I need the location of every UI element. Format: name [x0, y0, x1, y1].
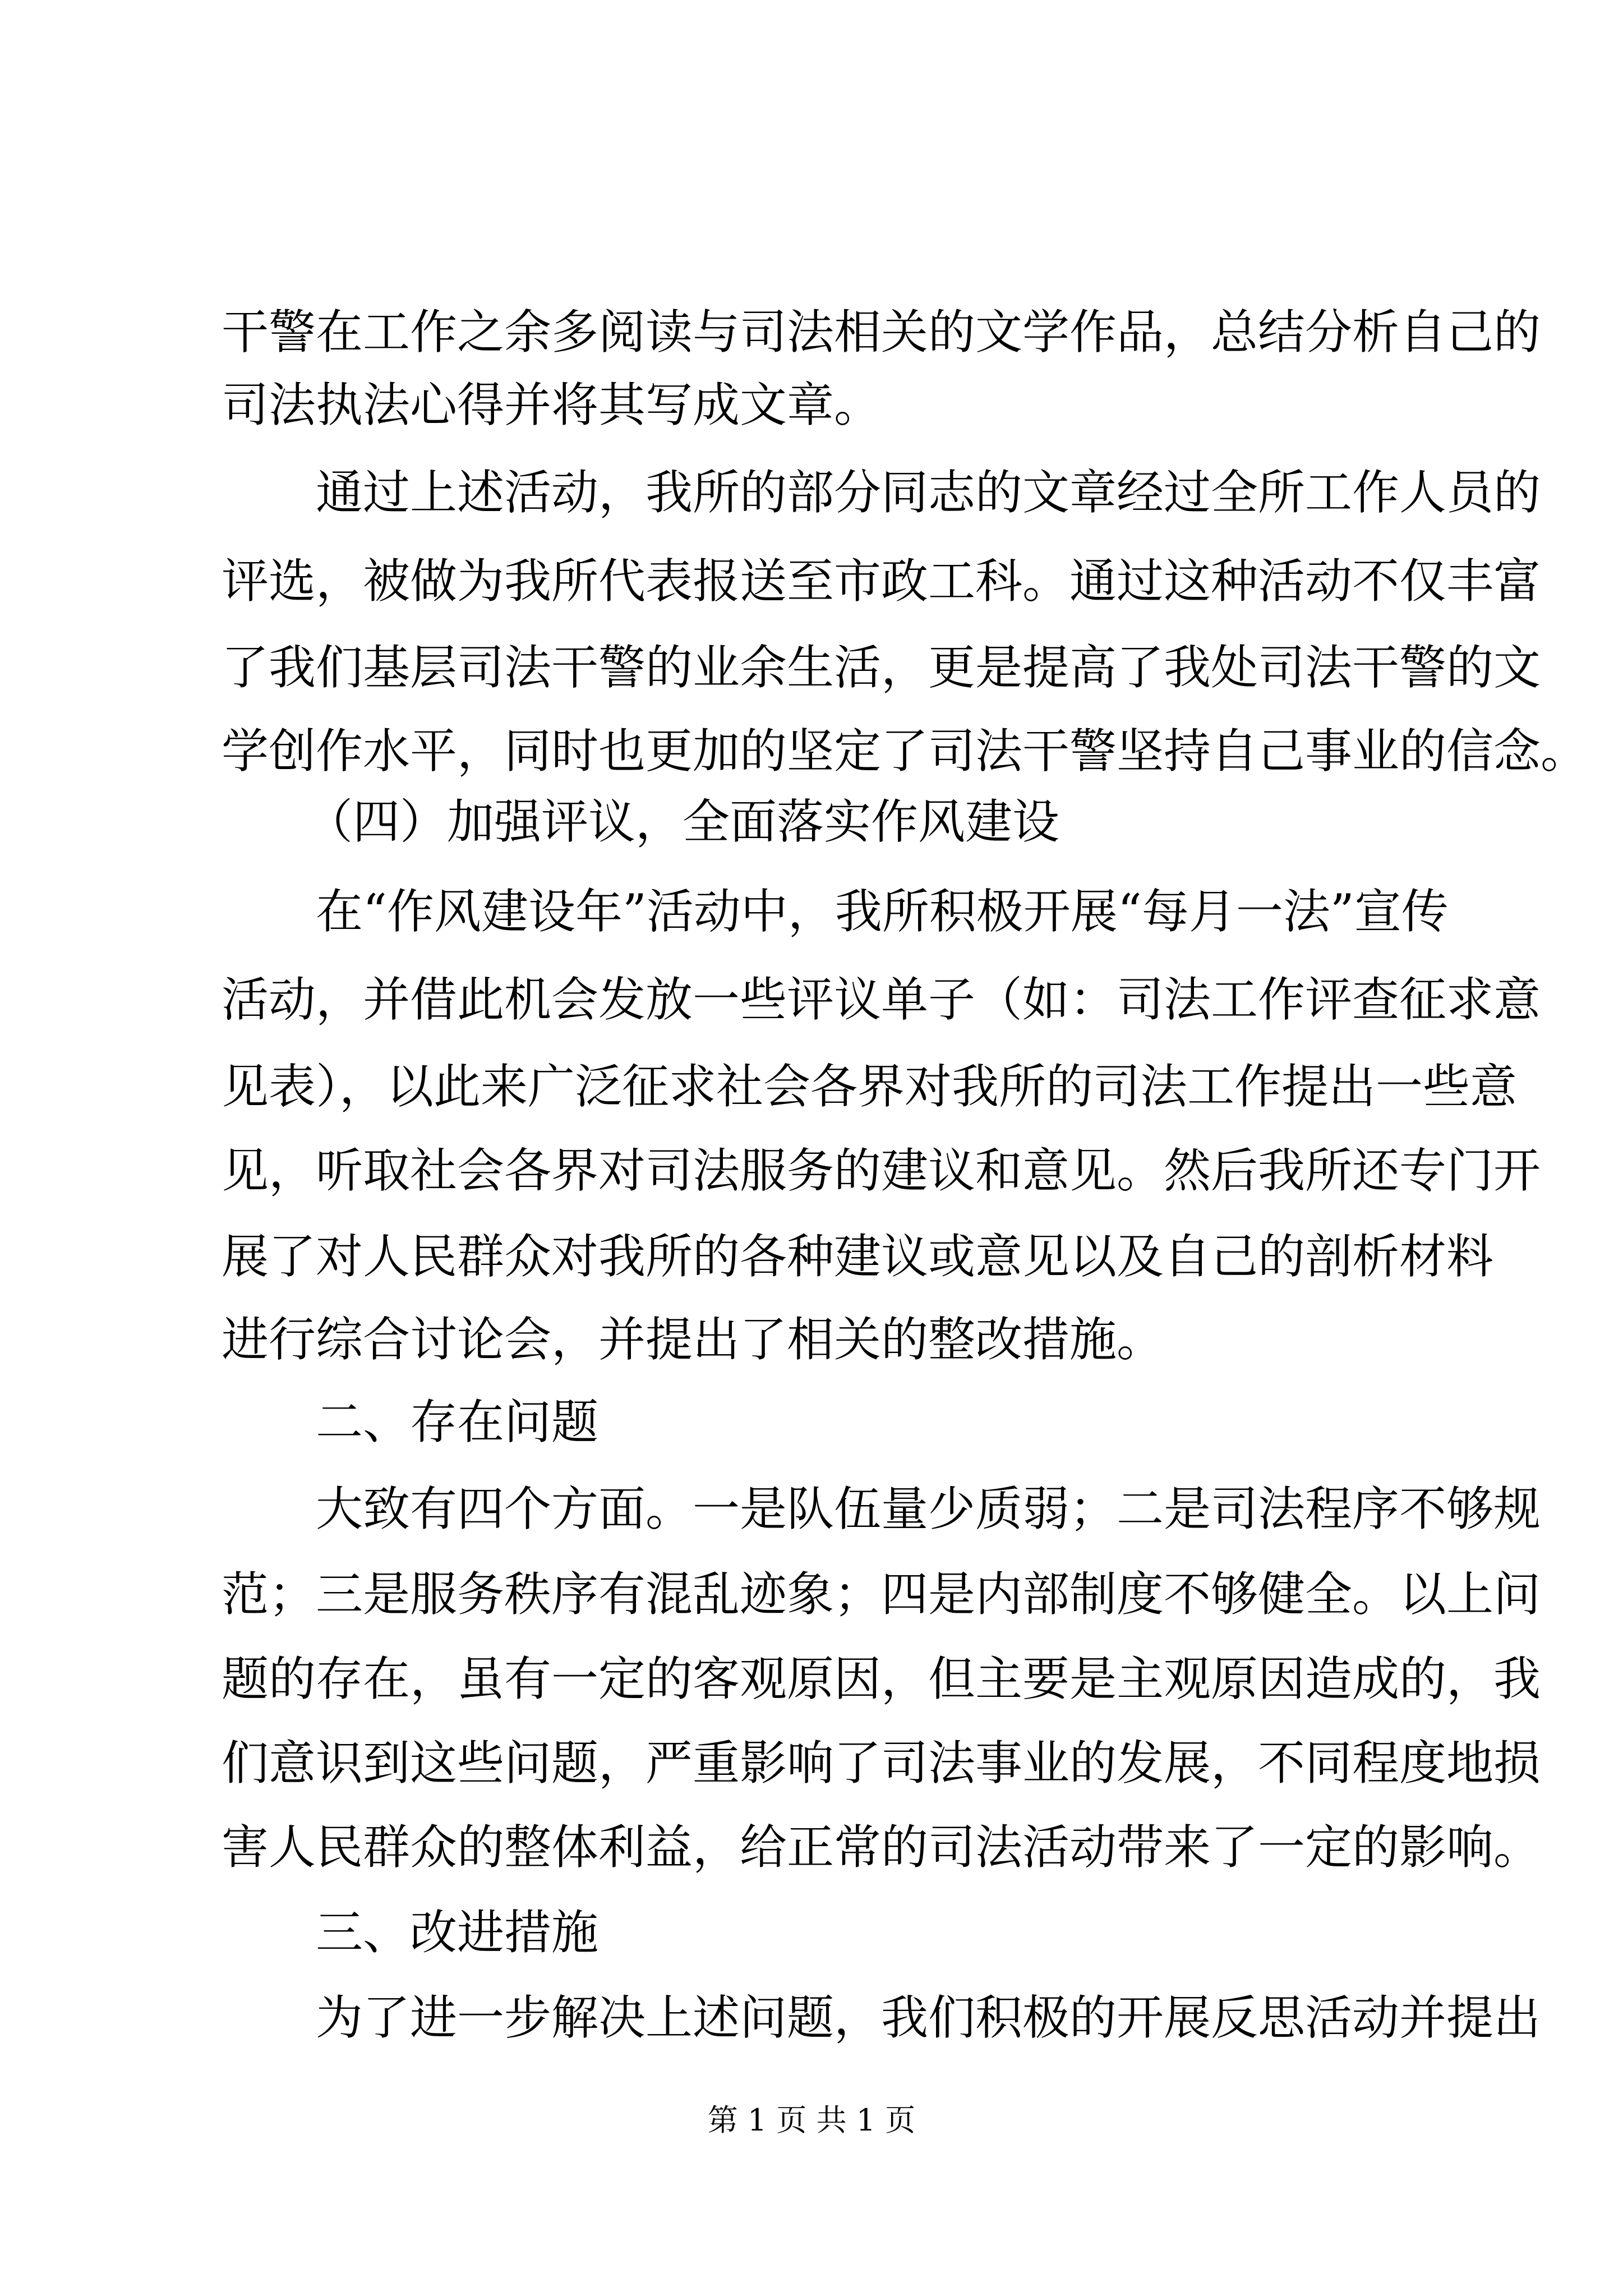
section-heading: 三、改进措施 [316, 1905, 599, 1960]
paragraph-line: 展了对人民群众对我所的各种建议或意见以及自己的剖析材料 [222, 1229, 1494, 1284]
paragraph-line: 范；三是服务秩序有混乱迹象；四是内部制度不够健全。以上问 [222, 1567, 1541, 1622]
paragraph-line: 在“作风建设年”活动中，我所积极开展“每月一法”宣传 [316, 884, 1449, 939]
paragraph-line: 学创作水平，同时也更加的坚定了司法干警坚持自己事业的信念。 [222, 724, 1588, 779]
paragraph-line: 了我们基层司法干警的业余生活，更是提高了我处司法干警的文 [222, 640, 1541, 695]
paragraph-line: 们意识到这些问题，严重影响了司法事业的发展，不同程度地损 [222, 1736, 1541, 1791]
paragraph-line: 通过上述活动，我所的部分同志的文章经过全所工作人员的 [316, 465, 1541, 520]
paragraph-line: 见，听取社会各界对司法服务的建议和意见。然后我所还专门开 [222, 1143, 1541, 1198]
paragraph-line: 司法执法心得并将其写成文章。 [222, 378, 882, 432]
section-heading: 二、存在问题 [316, 1395, 599, 1450]
paragraph-line: 见表），以此来广泛征求社会各界对我所的司法工作提出一些意 [222, 1059, 1518, 1114]
paragraph-line: 害人民群众的整体利益，给正常的司法活动带来了一定的影响。 [222, 1820, 1541, 1875]
paragraph-line: 评选，被做为我所代表报送至市政工科。通过这种活动不仅丰富 [222, 554, 1541, 609]
page-number-footer: 第 1 页 共 1 页 [707, 2102, 916, 2138]
section-heading: （四）加强评议，全面落实作风建设 [306, 794, 1060, 849]
paragraph-line: 干警在工作之余多阅读与司法相关的文学作品，总结分析自己的 [222, 305, 1541, 360]
paragraph-line: 大致有四个方面。一是队伍量少质弱；二是司法程序不够规 [316, 1481, 1541, 1536]
paragraph-line: 进行综合讨论会，并提出了相关的整改措施。 [222, 1312, 1164, 1367]
paragraph-line: 题的存在，虽有一定的客观原因，但主要是主观原因造成的，我 [222, 1651, 1541, 1706]
paragraph-line: 为了进一步解决上述问题，我们积极的开展反思活动并提出 [316, 1990, 1541, 2045]
paragraph-line: 活动，并借此机会发放一些评议单子（如：司法工作评查征求意 [222, 972, 1541, 1027]
